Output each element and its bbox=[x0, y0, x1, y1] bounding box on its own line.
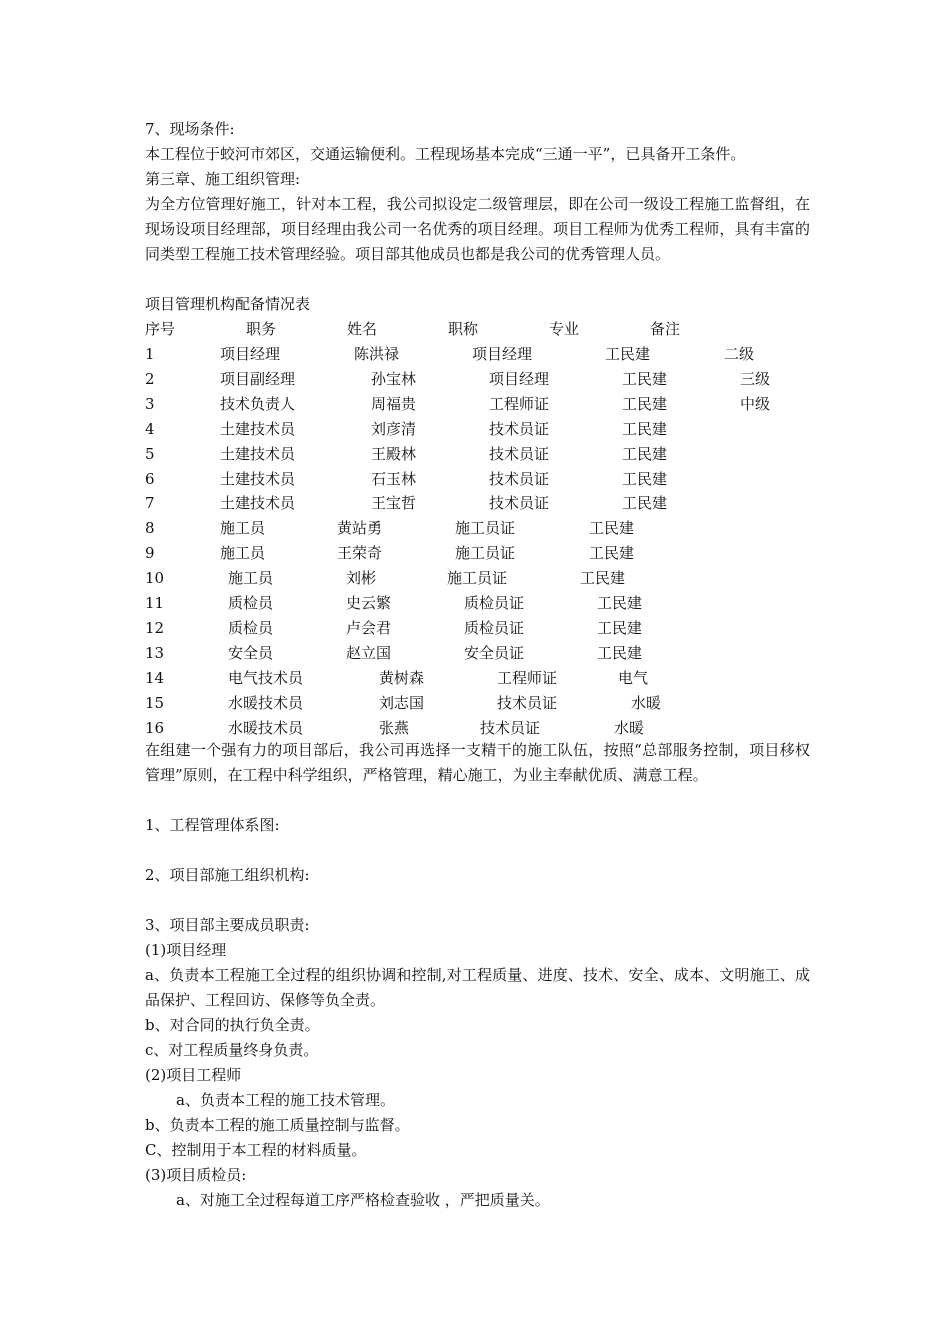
table-cell: 9 bbox=[145, 544, 155, 563]
table-cell: 陈洪禄 bbox=[354, 345, 400, 363]
table-cell: 刘彦清 bbox=[371, 419, 417, 438]
table-cell: 刘志国 bbox=[379, 693, 425, 712]
table-cell: 技术员证 bbox=[489, 494, 550, 513]
header-cell: 姓名 bbox=[347, 320, 378, 338]
project-engineer-duty-a: a、负责本工程的施工技术管理。 bbox=[176, 1091, 395, 1109]
team-paragraph: 在组建一个强有力的项目部后，我公司再选择一支精干的施工队伍，按照“总部服务控制，项目移权管理”原则，在工程中科学组织，严格管理，精心施工，为业主奉献优质、满意工程。 bbox=[145, 741, 810, 784]
table-cell: 技术员证 bbox=[489, 444, 550, 463]
table-cell: 三级 bbox=[740, 369, 771, 388]
chapter-heading: 第三章、施工组织管理: bbox=[145, 170, 301, 188]
table-cell: 项目经理 bbox=[220, 345, 281, 363]
table-cell: 工民建 bbox=[622, 494, 668, 513]
table-cell: 1 bbox=[145, 345, 155, 363]
table-cell: 质检员 bbox=[228, 594, 274, 612]
table-cell: 水暖技术员 bbox=[228, 693, 304, 712]
table-cell: 工民建 bbox=[597, 643, 643, 662]
section-3-heading: 3、项目部主要成员职责: bbox=[145, 916, 310, 934]
table-cell: 工民建 bbox=[622, 469, 668, 488]
table-cell: 工民建 bbox=[622, 394, 668, 413]
table-cell: 10 bbox=[145, 569, 165, 588]
table-cell: 工民建 bbox=[589, 519, 635, 538]
table-cell: 技术员证 bbox=[480, 718, 541, 737]
header-cell: 专业 bbox=[549, 320, 580, 338]
project-manager-duty-b: b、对合同的执行负全责。 bbox=[145, 1016, 320, 1034]
table-cell: 王殿林 bbox=[371, 444, 417, 463]
table-cell: 6 bbox=[145, 469, 155, 488]
site-conditions-text: 本工程位于蛟河市郊区，交通运输便利。工程现场基本完成“三通一平”，已具备开工条件。 bbox=[145, 145, 746, 163]
table-cell: 工民建 bbox=[622, 419, 668, 438]
table-cell: 中级 bbox=[740, 394, 771, 413]
table-cell: 工民建 bbox=[580, 569, 626, 588]
table-cell: 16 bbox=[145, 718, 165, 737]
table-cell: 土建技术员 bbox=[220, 494, 296, 513]
table-cell: 3 bbox=[145, 394, 155, 413]
table-cell: 土建技术员 bbox=[220, 469, 296, 488]
quality-inspector-heading: (3)项目质检员: bbox=[145, 1166, 247, 1184]
table-cell: 王宝哲 bbox=[371, 494, 417, 513]
table-cell: 黄树森 bbox=[379, 668, 425, 687]
table-cell: 卢会君 bbox=[346, 618, 392, 637]
table-cell: 水暖 bbox=[614, 718, 645, 737]
table-cell: 施工员 bbox=[220, 519, 266, 538]
table-cell: 13 bbox=[145, 643, 165, 662]
table-cell: 水暖技术员 bbox=[228, 718, 304, 737]
table-cell: 工民建 bbox=[597, 594, 643, 612]
table-cell: 质检员 bbox=[228, 618, 274, 637]
table-cell: 土建技术员 bbox=[220, 419, 296, 438]
table-cell: 11 bbox=[145, 594, 165, 612]
section-1-heading: 1、工程管理体系图: bbox=[145, 816, 280, 834]
table-cell: 4 bbox=[145, 419, 155, 438]
table-cell: 安全员证 bbox=[464, 643, 525, 662]
table-cell: 项目经理 bbox=[472, 345, 533, 363]
project-manager-duty-c: c、对工程质量终身负责。 bbox=[145, 1041, 319, 1059]
table-cell: 5 bbox=[145, 444, 155, 463]
table-cell: 施工员证 bbox=[455, 544, 516, 563]
table-cell: 质检员证 bbox=[464, 594, 525, 612]
table-cell: 项目经理 bbox=[489, 369, 550, 388]
site-conditions-heading: 7、现场条件: bbox=[145, 120, 235, 138]
table-title: 项目管理机构配备情况表 bbox=[145, 295, 311, 313]
table-cell: 技术员证 bbox=[497, 693, 558, 712]
header-cell: 序号 bbox=[145, 320, 176, 338]
section-2-heading: 2、项目部施工组织机构: bbox=[145, 866, 310, 884]
table-cell: 2 bbox=[145, 369, 155, 388]
table-cell: 14 bbox=[145, 668, 165, 687]
table-cell: 安全员 bbox=[228, 643, 274, 662]
table-cell: 孙宝林 bbox=[371, 369, 417, 388]
table-cell: 施工员证 bbox=[447, 569, 508, 588]
table-cell: 12 bbox=[145, 618, 165, 637]
intro-paragraph: 为全方位管理好施工，针对本工程，我公司拟设定二级管理层，即在公司一级设工程施工监督组，在现场设项目经理部，项目经理由我公司一名优秀的项目经理。项目工程师为优秀工程师，具有丰富的同类型工程施工技术管理经验。项目部其他成员也都是我公司的优秀管理人员。 bbox=[145, 195, 810, 263]
table-cell: 土建技术员 bbox=[220, 444, 296, 463]
table-cell: 王荣奇 bbox=[337, 544, 383, 563]
table-cell: 电气 bbox=[618, 668, 649, 687]
table-cell: 张燕 bbox=[379, 718, 410, 737]
table-cell: 黄站勇 bbox=[337, 519, 383, 538]
table-cell: 施工员证 bbox=[455, 519, 516, 538]
header-cell: 职称 bbox=[448, 320, 479, 338]
header-cell: 备注 bbox=[650, 320, 681, 338]
table-cell: 施工员 bbox=[228, 569, 274, 588]
table-cell: 8 bbox=[145, 519, 155, 538]
table-cell: 石玉林 bbox=[371, 469, 417, 488]
table-cell: 工民建 bbox=[605, 345, 651, 363]
project-engineer-duty-b: b、负责本工程的施工质量控制与监督。 bbox=[145, 1116, 410, 1134]
table-cell: 史云繁 bbox=[346, 594, 392, 612]
table-cell: 刘彬 bbox=[346, 569, 377, 588]
table-cell: 质检员证 bbox=[464, 618, 525, 637]
project-manager-duty-a: a、负责本工程施工全过程的组织协调和控制,对工程质量、进度、技术、安全、成本、文明施工、成品保护、工程回访、保修等负全责。 bbox=[145, 966, 810, 1009]
table-cell: 工民建 bbox=[622, 444, 668, 463]
table-cell: 项目副经理 bbox=[220, 369, 296, 388]
table-cell: 水暖 bbox=[631, 693, 662, 712]
table-cell: 技术员证 bbox=[489, 419, 550, 438]
header-cell: 职务 bbox=[246, 320, 277, 338]
project-engineer-heading: (2)项目工程师 bbox=[145, 1066, 242, 1084]
table-cell: 工民建 bbox=[622, 369, 668, 388]
quality-inspector-duty-a: a、对施工全过程每道工序严格检查验收 ，严把质量关。 bbox=[176, 1191, 550, 1209]
table-cell: 赵立国 bbox=[346, 643, 392, 662]
table-cell: 15 bbox=[145, 693, 165, 712]
table-cell: 技术员证 bbox=[489, 469, 550, 488]
table-cell: 施工员 bbox=[220, 544, 266, 563]
table-cell: 7 bbox=[145, 494, 155, 513]
table-cell: 工程师证 bbox=[497, 668, 558, 687]
table-cell: 技术负责人 bbox=[220, 394, 296, 413]
table-cell: 工程师证 bbox=[489, 394, 550, 413]
table-cell: 工民建 bbox=[589, 544, 635, 563]
project-engineer-duty-c: C、控制用于本工程的材料质量。 bbox=[145, 1141, 367, 1159]
table-cell: 周福贵 bbox=[371, 394, 417, 413]
table-cell: 电气技术员 bbox=[228, 668, 304, 687]
project-manager-heading: (1)项目经理 bbox=[145, 941, 227, 959]
table-cell: 工民建 bbox=[597, 618, 643, 637]
table-cell: 二级 bbox=[724, 345, 755, 363]
